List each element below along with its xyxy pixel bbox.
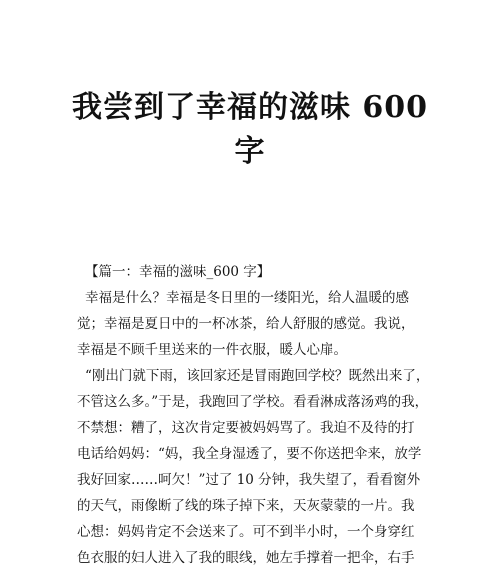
body-line: “刚出门就下雨，该回家还是冒雨跑回学校？既然出来了，: [85, 368, 430, 384]
body-line: 不禁想：糟了，这次肯定要被妈妈骂了。我迫不及待的打: [77, 420, 415, 436]
body-line: 的天气，雨像断了线的珠子掉下来，天灰蒙蒙的一片。我: [77, 498, 415, 514]
title-line-1: 我尝到了幸福的滋味 600: [71, 90, 429, 125]
document-body: [77, 259, 437, 571]
section-heading: 【篇一：幸福的滋味_600 字】: [85, 264, 271, 280]
body-line: 觉；幸福是夏日中的一杯冰茶，给人舒服的感觉。我说，: [77, 316, 415, 332]
body-line: 色衣服的妇人进入了我的眼线，她左手撑着一把伞，右手: [77, 550, 415, 566]
body-line: 不管这么多。”于是，我跑回了学校。看看淋成落汤鸡的我，: [77, 394, 429, 410]
body-line: 心想：妈妈肯定不会送来了。可不到半小时，一个身穿红: [77, 524, 415, 540]
body-line: 幸福是不顾千里送来的一件衣服，暖人心扉。: [77, 342, 347, 358]
title-line-2: 字: [234, 134, 266, 169]
body-line: 我好回家……呵欠！”过了 10 分钟，我失望了，看看窗外: [77, 472, 421, 488]
body-line: 幸福是什么？幸福是冬日里的一缕阳光，给人温暖的感: [85, 290, 409, 306]
document-title: [50, 86, 450, 174]
body-line: 电话给妈妈：“妈，我全身湿透了，要不你送把伞来，放学: [77, 446, 422, 462]
